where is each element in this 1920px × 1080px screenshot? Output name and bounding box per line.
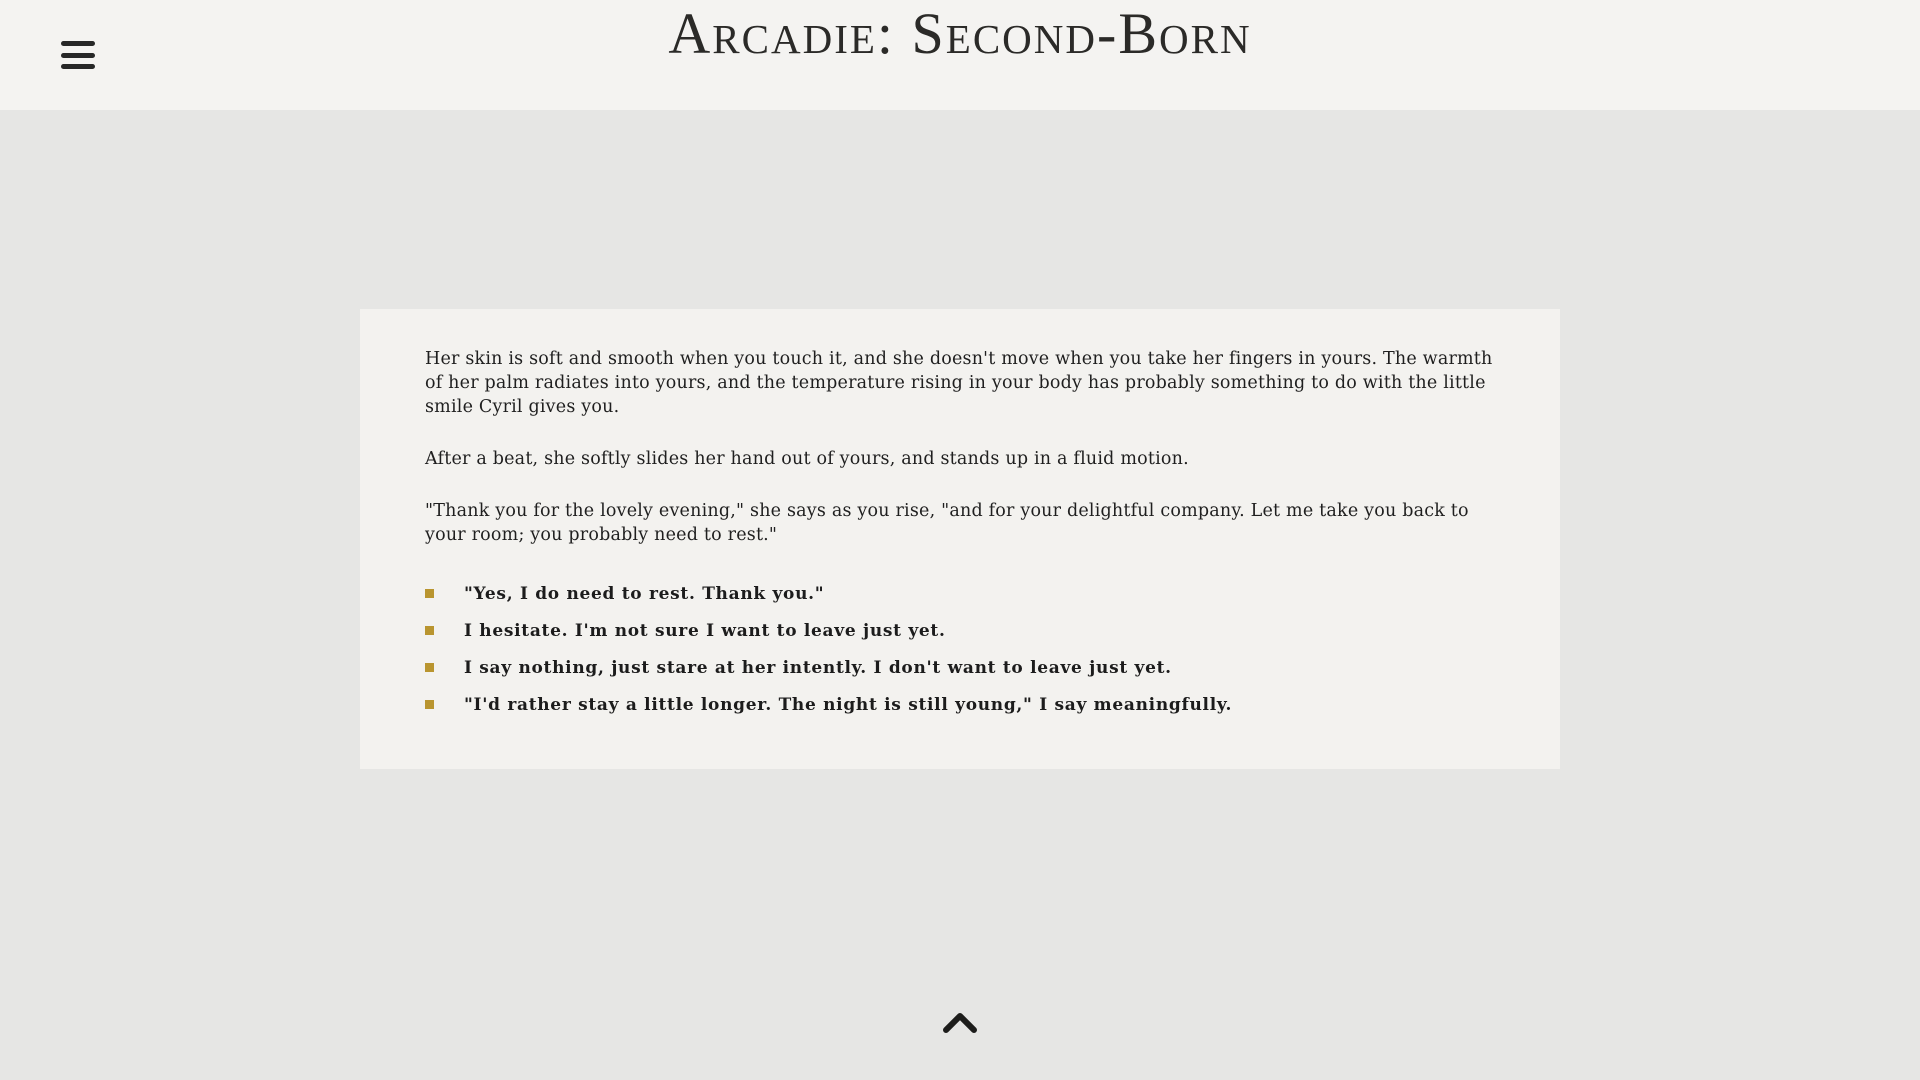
hamburger-icon xyxy=(61,41,95,46)
choice-option-3[interactable] xyxy=(447,656,1495,680)
chevron-up-icon xyxy=(942,1011,978,1035)
hamburger-icon xyxy=(61,53,95,58)
choice-bullet-icon xyxy=(425,589,434,598)
choice-bullet-icon xyxy=(425,626,434,635)
story-paragraph: "Thank you for the lovely evening," she says as you rise, "and for your delightful company. Let me take you back to your room; you probably need to rest." xyxy=(425,501,1469,545)
story-paragraph: After a beat, she softly slides her hand out of yours, and stands up in a fluid motion. xyxy=(425,449,1189,469)
choice-bullet-icon xyxy=(425,700,434,709)
choice-list xyxy=(425,582,1495,717)
header xyxy=(0,0,1920,110)
choice-label: "Yes, I do need to rest. Thank you." xyxy=(464,584,825,604)
hamburger-icon xyxy=(61,64,95,69)
story-paragraph: Her skin is soft and smooth when you touch it, and she doesn't move when you take her fingers in yours. The warmth of her palm radiates into yours, and the temperature rising in your body has probably something to do with the little smile Cyril gives you. xyxy=(425,349,1493,417)
choice-option-1[interactable] xyxy=(447,582,1495,606)
choice-label: "I'd rather stay a little longer. The night is still young," I say meaningfully. xyxy=(464,695,1233,715)
menu-button[interactable] xyxy=(61,41,97,69)
story-card xyxy=(360,309,1560,769)
page-title: Arcadie: Second-Born xyxy=(668,0,1252,66)
choice-option-4[interactable] xyxy=(447,693,1495,717)
choice-bullet-icon xyxy=(425,663,434,672)
choice-label: I say nothing, just stare at her intently. I don't want to leave just yet. xyxy=(464,658,1172,678)
scroll-up-button[interactable] xyxy=(938,1006,982,1040)
choice-option-2[interactable] xyxy=(447,619,1495,643)
choice-label: I hesitate. I'm not sure I want to leave just yet. xyxy=(464,621,946,641)
